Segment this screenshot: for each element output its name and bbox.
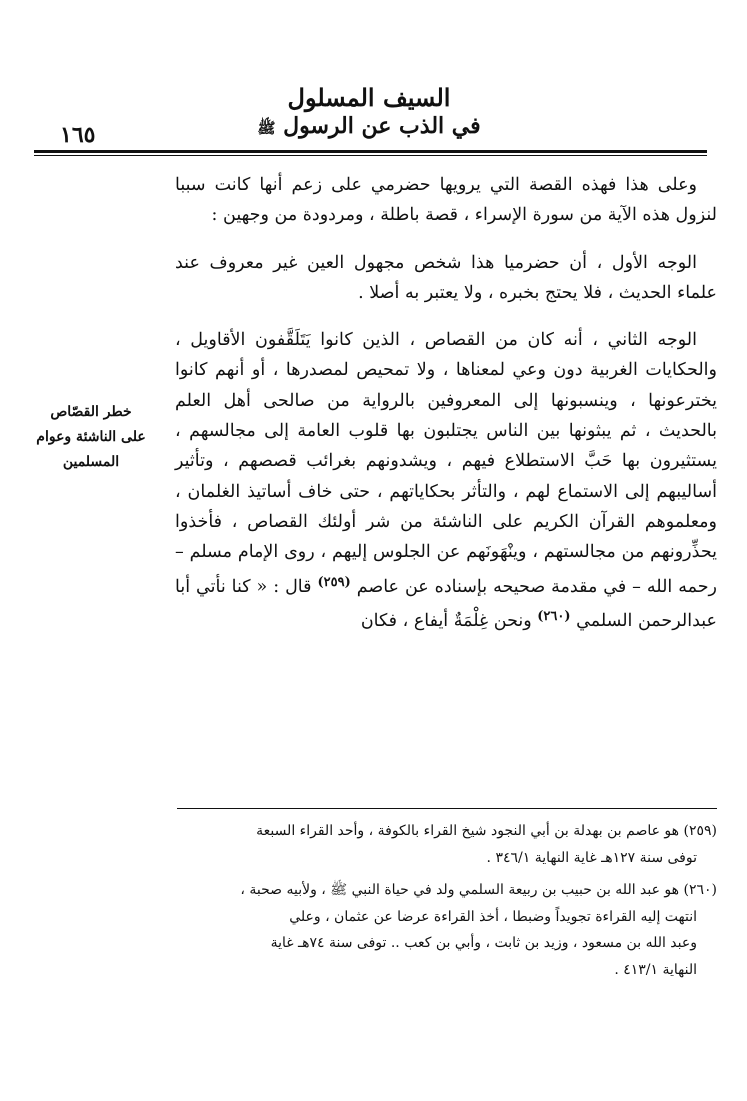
footnote-260-line4: النهاية ٤١٣/١ . bbox=[614, 961, 697, 978]
main-text bbox=[175, 170, 717, 636]
honorific-glyph: ﷺ bbox=[257, 119, 276, 137]
footnote-separator bbox=[177, 808, 717, 809]
running-header-title bbox=[249, 84, 489, 142]
footnote-ref-260[interactable]: (٢٦٠) bbox=[537, 608, 571, 624]
header-title-line2-text: في الذب عن الرسول bbox=[283, 113, 481, 139]
paragraph-3-last-line-end: ونحن غِلْمَةٌ أيفاع ، فكان bbox=[360, 610, 532, 631]
paragraph-3 bbox=[175, 325, 717, 636]
footnote-ref-259[interactable]: (٢٥٩) bbox=[317, 574, 351, 590]
footnotes bbox=[175, 818, 717, 989]
footnote-number: (٢٦٠) bbox=[683, 882, 717, 898]
footnote-number: (٢٥٩) bbox=[683, 823, 717, 839]
header-rule-thin bbox=[34, 155, 707, 156]
footnote-260-line1 bbox=[175, 877, 717, 904]
marginal-note-line3: المسلمين bbox=[62, 454, 120, 470]
footnote-text: هو عاصم بن بهدلة بن أبي النجود شيخ القراء بالكوفة ، وأحد القراء السبعة bbox=[256, 823, 680, 839]
footnote-259-line2: توفى سنة ١٢٧هـ غاية النهاية ٣٤٦/١ . bbox=[486, 849, 697, 866]
header-title-line2 bbox=[249, 112, 489, 142]
header-rule-thick bbox=[34, 150, 707, 153]
footnote-text: هو عبد الله بن حبيب بن ربيعة السلمي ولد في حياة النبي ﷺ ، ولأبيه صحبة ، bbox=[240, 882, 680, 898]
marginal-note-line2: على الناشئة وعوام bbox=[36, 429, 146, 445]
footnote-260 bbox=[175, 877, 717, 983]
footnote-260-line2: انتهت إليه القراءة تجويداً وضبطا ، أخذ القراءة عرضا عن عثمان ، وعلي bbox=[289, 908, 697, 925]
marginal-note bbox=[27, 400, 155, 475]
paragraph-3-text: الوجه الثاني ، أنه كان من القصاص ، الذين كانوا يَتَلَقَّفون الأقاويل ، والحكايات الغربية دون وعي لمعناها ، ولا تمحيص لمصدرها ، أو أنهم كانوا يخترعونها ، وينسبونها إلى المعروفين بالرواية من صالحى أهل العلم بالحديث ، ثم يبثونها بين الناس يجتلبون بها قلوب العامة إلى مجالسهم ، يستثيرون بها حَبَّ الاستطلاع فيهم ، ويشدونهم بغرائب قصصهم ، وتأثير أساليبهم إلى الاستماع لهم ، والتأثر بحكاياتهم ، حتى خاف أساتيذ الغلمان ، ومعلموهم القرآن الكريم على الناشئة من شر أولئك القصاص ، فأخذوا يحذِّرونهم من مجالستهم ، وينْهَونَهم عن الجلوس إليهم ، روى الإمام مسلم – رحمه الله – في مقدمة صحيحه بإسناده عن عاصم bbox=[175, 330, 717, 597]
footnote-260-line3: وعبد الله بن مسعود ، وزيد بن ثابت ، وأبي بن كعب .. توفى سنة ٧٤هـ غاية bbox=[270, 935, 697, 951]
page-number: ١٦٥ bbox=[60, 122, 96, 148]
header-title-line1: السيف المسلول bbox=[287, 83, 451, 112]
paragraph-3-last-line-start: قال : « كنا نأتي أبا عبدالرحمن السلمي bbox=[175, 576, 717, 631]
footnote-259-line1 bbox=[175, 818, 717, 845]
paragraph-2: الوجه الأول ، أن حضرميا هذا شخص مجهول العين غير معروف عند علماء الحديث ، فلا يحتج بخبره ، ولا يعتبر به أصلا . bbox=[175, 252, 717, 303]
footnote-259 bbox=[175, 818, 717, 871]
paragraph-1: وعلى هذا فهذه القصة التي يرويها حضرمي على زعم أنها كانت سببا لنزول هذه الآية من سورة الإسراء ، قصة باطلة ، ومردودة من وجهين : bbox=[175, 175, 717, 226]
marginal-note-line1: خطر القصّاص bbox=[50, 404, 132, 420]
